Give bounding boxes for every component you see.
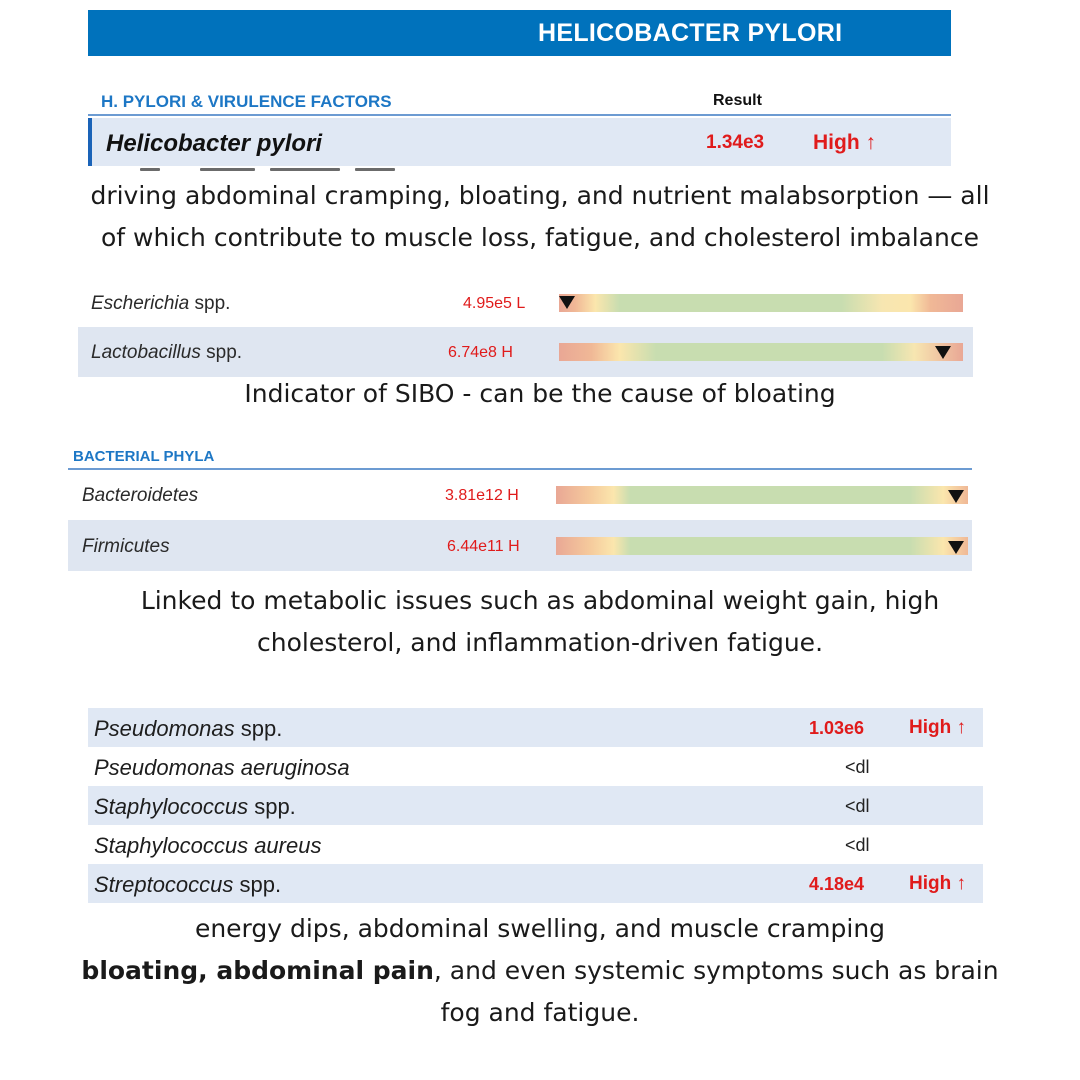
result-marker-icon [948,541,964,554]
result-marker-icon [935,346,951,359]
organism-name: Staphylococcus aureus [94,833,322,858]
pathogen-row-staphylococcus-aureus [88,825,983,864]
organism-name: Streptococcus spp. [94,872,282,897]
organism-name: Staphylococcus spp. [94,794,296,819]
phyla-row-firmicutes [68,520,972,571]
reference-range-bar [556,537,968,555]
reference-range-bar [556,486,968,504]
phyla-annotation-line-2: cholesterol, and inflammation-driven fatigue. [256,628,824,657]
organism-name: Firmicutes [82,536,170,557]
pathogen-row-staphylococcus [88,786,983,825]
phyla-annotation [0,580,1080,664]
result-value: 3.81e12 H [445,487,519,504]
result-value: <dl [845,835,870,855]
pylori-organism-name: Helicobacter pylori [106,130,323,157]
result-value: 6.44e11 H [447,538,520,555]
sibo-annotation: Indicator of SIBO - can be the cause of bloating [244,379,836,408]
high-flag: High ↑ [909,873,966,894]
pylori-section-label: H. PYLORI & VIRULENCE FACTORS [101,92,392,111]
organism-name: Pseudomonas spp. [94,716,283,741]
result-marker-icon [559,296,575,309]
result-value: 4.18e4 [809,874,865,894]
phyla-section-label: BACTERIAL PHYLA [73,448,215,465]
organism-name: Lactobacillus spp. [91,342,243,363]
phyla-annotation-line-1: Linked to metabolic issues such as abdominal weight gain, high [140,586,940,615]
result-value: <dl [845,796,870,816]
reference-range-bar [559,294,963,312]
pathogen-row-pseudomonas [88,708,983,747]
pathogen-annotation-line-3: fog and fatigue. [440,998,640,1027]
organism-name: Escherichia spp. [91,293,231,314]
high-flag: High ↑ [909,717,966,738]
result-column-header: Result [713,92,762,109]
pylori-result-value: 1.34e3 [706,132,765,153]
commensal-row-escherichia [78,279,973,327]
result-value: 4.95e5 L [463,295,526,312]
pylori-high-flag: High ↑ [813,131,876,154]
result-value: 1.03e6 [809,718,865,738]
phyla-row-bacteroidetes [68,470,972,520]
pylori-annotation-line-1: driving abdominal cramping, bloating, and nutrient malabsorption — all [90,181,990,210]
result-value: 6.74e8 H [448,344,513,361]
pathogen-row-streptococcus [88,864,983,903]
pathogen-annotation-line-1: energy dips, abdominal swelling, and muscle cramping [194,914,886,943]
reference-range-bar [559,343,963,361]
commensal-row-lactobacillus [78,327,973,377]
result-value: <dl [845,757,870,777]
organism-name: Pseudomonas aeruginosa [94,755,350,780]
pathogen-row-pseudomonas-aeruginosa [88,747,983,786]
pylori-annotation [0,175,1080,259]
pylori-header-title: HELICOBACTER PYLORI [538,19,843,47]
result-marker-icon [948,490,964,503]
pathogen-annotation [0,908,1080,1034]
pathogen-annotation-line-2: bloating, abdominal pain, and even systemic symptoms such as brain [81,956,999,985]
emphasis-text: bloating, abdominal pain [81,956,434,985]
organism-name: Bacteroidetes [82,485,199,506]
section-divider [88,114,951,116]
pylori-annotation-line-2: of which contribute to muscle loss, fatigue, and cholesterol imbalance [101,223,979,252]
